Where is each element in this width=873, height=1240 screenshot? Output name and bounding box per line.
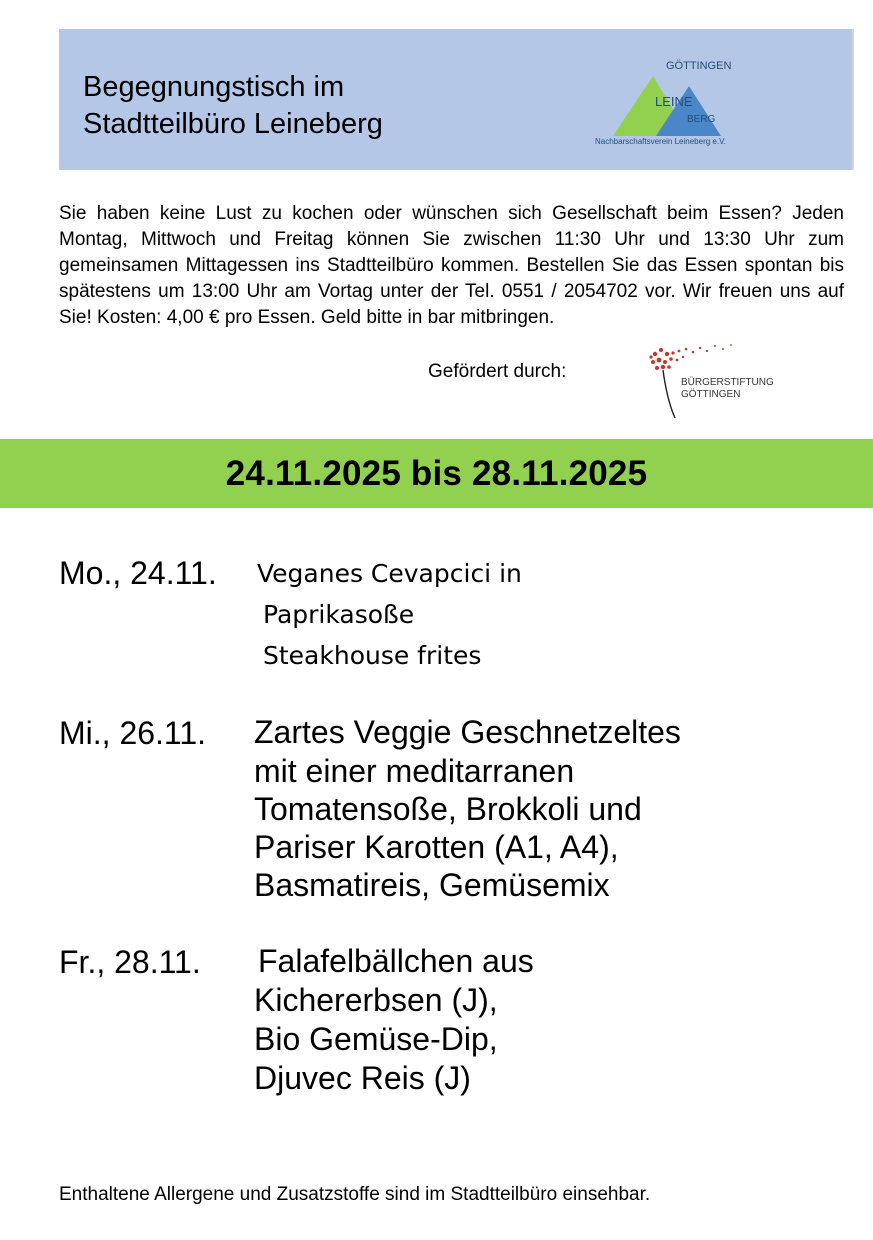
nachbarschaftsverein-logo	[591, 53, 781, 148]
date-range: 24.11.2025 bis 28.11.2025	[225, 453, 648, 493]
logo-caption: Nachbarschaftsverein Leineberg e.V.	[595, 137, 726, 146]
logo-top-text: GÖTTINGEN	[666, 60, 732, 72]
dish-line: Falafelbällchen aus	[258, 943, 534, 979]
dish-line: Tomatensoße, Brokkoli und	[254, 791, 642, 827]
dish-line: Basmatireis, Gemüsemix	[254, 867, 610, 903]
day-label-monday: Mo., 24.11.	[59, 555, 217, 591]
dish-line: Veganes Cevapcici in	[257, 559, 522, 588]
page-title-line-1: Begegnungstisch im	[83, 71, 345, 103]
logo-mid-text: LEINE	[655, 94, 693, 109]
buergerstiftung-logo	[643, 340, 783, 420]
dish-line: mit einer meditarranen	[254, 753, 575, 789]
date-range-banner	[0, 439, 873, 508]
sponsor-logo-line-1: BÜRGERSTIFTUNG	[681, 377, 774, 388]
sponsor-logo-line-2: GÖTTINGEN	[681, 389, 741, 400]
dish-line: Kichererbsen (J),	[254, 982, 498, 1018]
sponsor-label: Gefördert durch:	[428, 361, 567, 382]
dish-line: Paprikasoße	[263, 600, 415, 629]
logo-low-text: BERG	[687, 114, 716, 125]
dish-line: Djuvec Reis (J)	[254, 1060, 471, 1096]
dandelion-icon	[643, 340, 783, 420]
day-label-wednesday: Mi., 26.11.	[59, 715, 207, 751]
dish-line: Zartes Veggie Geschnetzeltes	[254, 714, 681, 750]
intro-paragraph: Sie haben keine Lust zu kochen oder wünschen sich Gesellschaft beim Essen? Jeden Montag, Mittwoch und Freitag können Sie zwischen 11:30 Uhr und 13:30 Uhr zum gemeinsamen Mittagessen ins Stadtteilbüro kommen. Bestellen Sie das Essen spontan bis spätestens um 13:00 Uhr am Vortag unter der Tel. 0551 / 2054702 vor. Wir freuen uns auf Sie! Kosten: 4,00 € pro Essen. Geld bitte in bar mitbringen.	[59, 203, 844, 328]
dish-line: Steakhouse frites	[263, 641, 482, 670]
dish-line: Pariser Karotten (A1, A4),	[254, 829, 619, 865]
day-label-friday: Fr., 28.11.	[59, 944, 201, 980]
intro-text	[59, 201, 844, 331]
allergen-note: Enthaltene Allergene und Zusatzstoffe sind im Stadtteilbüro einsehbar.	[59, 1184, 651, 1205]
dish-line: Bio Gemüse-Dip,	[254, 1021, 498, 1057]
header-banner	[59, 29, 854, 170]
page-title-line-2: Stadtteilbüro Leineberg	[83, 108, 383, 140]
mountain-logo-icon	[591, 53, 781, 148]
